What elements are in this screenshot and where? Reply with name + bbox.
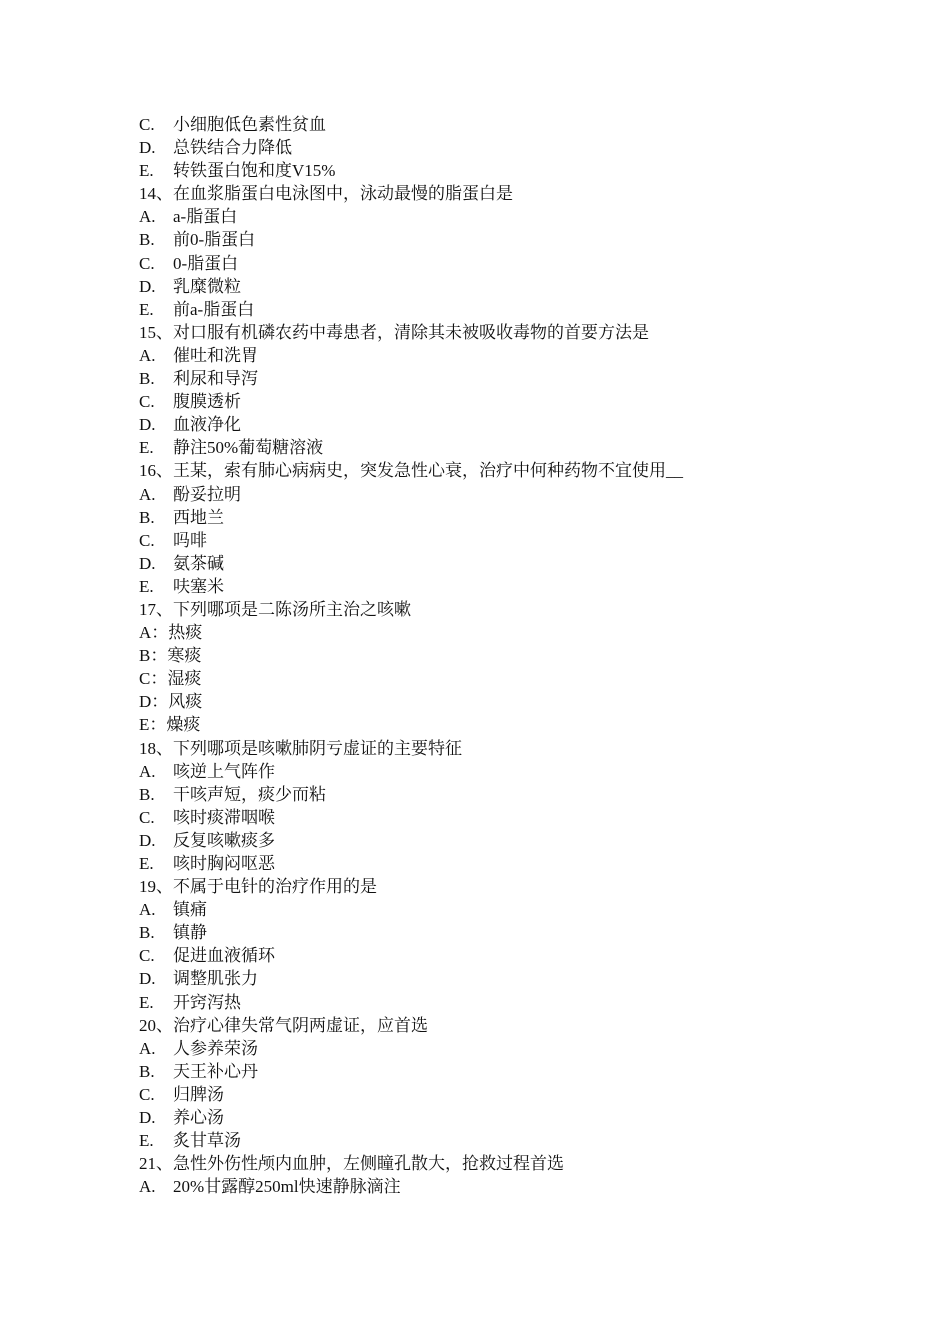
answer-option bbox=[139, 575, 839, 598]
option-letter: E. bbox=[139, 854, 154, 873]
option-letter: A： bbox=[139, 623, 169, 643]
option-text: 总铁结合力降低 bbox=[173, 138, 292, 158]
option-text: 调整肌张力 bbox=[173, 969, 258, 989]
answer-option bbox=[139, 921, 839, 944]
option-text: 0-脂蛋白 bbox=[173, 253, 239, 273]
option-text: 促进血液循环 bbox=[173, 946, 275, 966]
option-letter: B. bbox=[139, 369, 155, 389]
document-page bbox=[139, 113, 839, 1198]
answer-option bbox=[139, 760, 839, 783]
answer-option bbox=[139, 1083, 839, 1106]
question-stem: 14、在血浆脂蛋白电泳图中，泳动最慢的脂蛋白是 bbox=[139, 184, 513, 204]
option-text: 镇痛 bbox=[173, 900, 207, 920]
option-text: 西地兰 bbox=[173, 507, 224, 527]
question-stem: 18、下列哪项是咳嗽肺阴亏虚证的主要特征 bbox=[139, 738, 462, 758]
option-letter: B. bbox=[139, 230, 155, 250]
option-text: 反复咳嗽痰多 bbox=[173, 830, 275, 850]
answer-option bbox=[139, 690, 839, 713]
option-text: 开窍泻热 bbox=[173, 992, 241, 1012]
answer-option bbox=[139, 136, 839, 159]
answer-option bbox=[139, 621, 839, 644]
option-letter: D. bbox=[139, 138, 156, 158]
answer-option bbox=[139, 806, 839, 829]
option-text: 寒痰 bbox=[167, 646, 202, 666]
option-letter: C： bbox=[139, 669, 168, 689]
option-letter: C. bbox=[139, 1084, 155, 1104]
option-text: 干咳声短，痰少而粘 bbox=[173, 784, 326, 804]
question-stem: 20、治疗心律失常气阴两虚证，应首选 bbox=[139, 1015, 428, 1035]
answer-option bbox=[139, 275, 839, 298]
option-letter: D. bbox=[139, 830, 156, 850]
option-text: 归脾汤 bbox=[173, 1084, 224, 1104]
answer-option bbox=[139, 667, 839, 690]
answer-option bbox=[139, 205, 839, 228]
question-stem: 19、不属于电针的治疗作用的是 bbox=[139, 877, 377, 897]
option-letter: A. bbox=[139, 207, 156, 227]
answer-option bbox=[139, 1106, 839, 1129]
answer-option bbox=[139, 852, 839, 875]
option-letter: D. bbox=[139, 1108, 156, 1128]
option-letter: E. bbox=[139, 299, 154, 319]
answer-option bbox=[139, 159, 839, 182]
option-text: 利尿和导泻 bbox=[173, 369, 258, 389]
option-text: 20%甘露醇250ml快速静脉滴注 bbox=[173, 1177, 401, 1197]
option-letter: E： bbox=[139, 715, 167, 735]
option-text: 镇静 bbox=[173, 923, 207, 943]
answer-option bbox=[139, 506, 839, 529]
answer-option bbox=[139, 390, 839, 413]
option-text: 静注50%葡萄糖溶液 bbox=[173, 438, 324, 458]
answer-option bbox=[139, 113, 839, 136]
answer-option bbox=[139, 829, 839, 852]
option-text: 转铁蛋白饱和度V15% bbox=[173, 161, 336, 181]
option-letter: E. bbox=[139, 1131, 154, 1151]
option-letter: C. bbox=[139, 253, 155, 273]
answer-option bbox=[139, 344, 839, 367]
answer-option bbox=[139, 228, 839, 251]
answer-option bbox=[139, 252, 839, 275]
option-text: a-脂蛋白 bbox=[173, 207, 238, 227]
option-text: 咳逆上气阵作 bbox=[173, 761, 275, 781]
option-letter: B： bbox=[139, 646, 168, 666]
answer-option bbox=[139, 991, 839, 1014]
question-stem: 15、对口服有机磷农药中毒患者，清除其未被吸收毒物的首要方法是 bbox=[139, 322, 649, 342]
option-letter: B. bbox=[139, 784, 155, 804]
option-text: 养心汤 bbox=[173, 1108, 224, 1128]
answer-option bbox=[139, 1175, 839, 1198]
option-text: 炙甘草汤 bbox=[173, 1131, 241, 1151]
answer-option bbox=[139, 298, 839, 321]
option-letter: E. bbox=[139, 576, 154, 596]
option-text: 呋塞米 bbox=[173, 576, 224, 596]
option-text: 前a-脂蛋白 bbox=[173, 299, 255, 319]
answer-option bbox=[139, 967, 839, 990]
option-letter: B. bbox=[139, 1061, 155, 1081]
answer-option bbox=[139, 552, 839, 575]
option-text: 氨茶碱 bbox=[173, 553, 224, 573]
option-text: 热痰 bbox=[168, 623, 203, 643]
option-letter: C. bbox=[139, 115, 155, 134]
answer-option bbox=[139, 944, 839, 967]
answer-option bbox=[139, 436, 839, 459]
answer-option bbox=[139, 1129, 839, 1152]
option-text: 催吐和洗胃 bbox=[173, 345, 258, 365]
question-stem: 17、下列哪项是二陈汤所主治之咳嗽 bbox=[139, 599, 411, 619]
option-letter: C. bbox=[139, 530, 155, 550]
option-letter: C. bbox=[139, 807, 155, 827]
option-letter: D. bbox=[139, 969, 156, 989]
option-letter: A. bbox=[139, 484, 156, 504]
option-letter: E. bbox=[139, 161, 154, 181]
option-letter: A. bbox=[139, 1038, 156, 1058]
option-text: 小细胞低色素性贫血 bbox=[173, 115, 326, 134]
option-letter: A. bbox=[139, 345, 156, 365]
option-text: 风痰 bbox=[168, 692, 203, 712]
answer-option bbox=[139, 644, 839, 667]
option-letter: A. bbox=[139, 900, 156, 920]
option-letter: D. bbox=[139, 553, 156, 573]
answer-option bbox=[139, 1060, 839, 1083]
answer-option bbox=[139, 367, 839, 390]
option-letter: A. bbox=[139, 761, 156, 781]
option-letter: C. bbox=[139, 392, 155, 412]
option-text: 湿痰 bbox=[167, 669, 202, 689]
option-letter: E. bbox=[139, 438, 154, 458]
answer-option bbox=[139, 898, 839, 921]
question-stem: 21、急性外伤性颅内血肿，左侧瞳孔散大，抢救过程首选 bbox=[139, 1154, 564, 1174]
option-text: 吗啡 bbox=[173, 530, 207, 550]
option-letter: B. bbox=[139, 507, 155, 527]
option-letter: D. bbox=[139, 276, 156, 296]
answer-option bbox=[139, 413, 839, 436]
option-letter: C. bbox=[139, 946, 155, 966]
option-text: 咳时痰滞咽喉 bbox=[173, 807, 275, 827]
option-text: 血液净化 bbox=[173, 415, 241, 435]
answer-option bbox=[139, 483, 839, 506]
option-text: 天王补心丹 bbox=[173, 1061, 258, 1081]
option-text: 咳时胸闷呕恶 bbox=[173, 854, 275, 873]
option-text: 前0-脂蛋白 bbox=[173, 230, 256, 250]
option-text: 乳糜微粒 bbox=[173, 276, 241, 296]
answer-option bbox=[139, 783, 839, 806]
option-text: 燥痰 bbox=[166, 715, 201, 735]
option-text: 酚妥拉明 bbox=[173, 484, 241, 504]
option-text: 腹膜透析 bbox=[173, 392, 241, 412]
option-letter: D： bbox=[139, 692, 169, 712]
option-letter: E. bbox=[139, 992, 154, 1012]
question-stem: 16、王某，索有肺心病病史，突发急性心衰，治疗中何种药物不宜使用__ bbox=[139, 461, 683, 481]
option-text: 人参养荣汤 bbox=[173, 1038, 258, 1058]
answer-option bbox=[139, 713, 839, 736]
option-letter: B. bbox=[139, 923, 155, 943]
answer-option bbox=[139, 1037, 839, 1060]
option-letter: D. bbox=[139, 415, 156, 435]
option-letter: A. bbox=[139, 1177, 156, 1197]
answer-option bbox=[139, 529, 839, 552]
